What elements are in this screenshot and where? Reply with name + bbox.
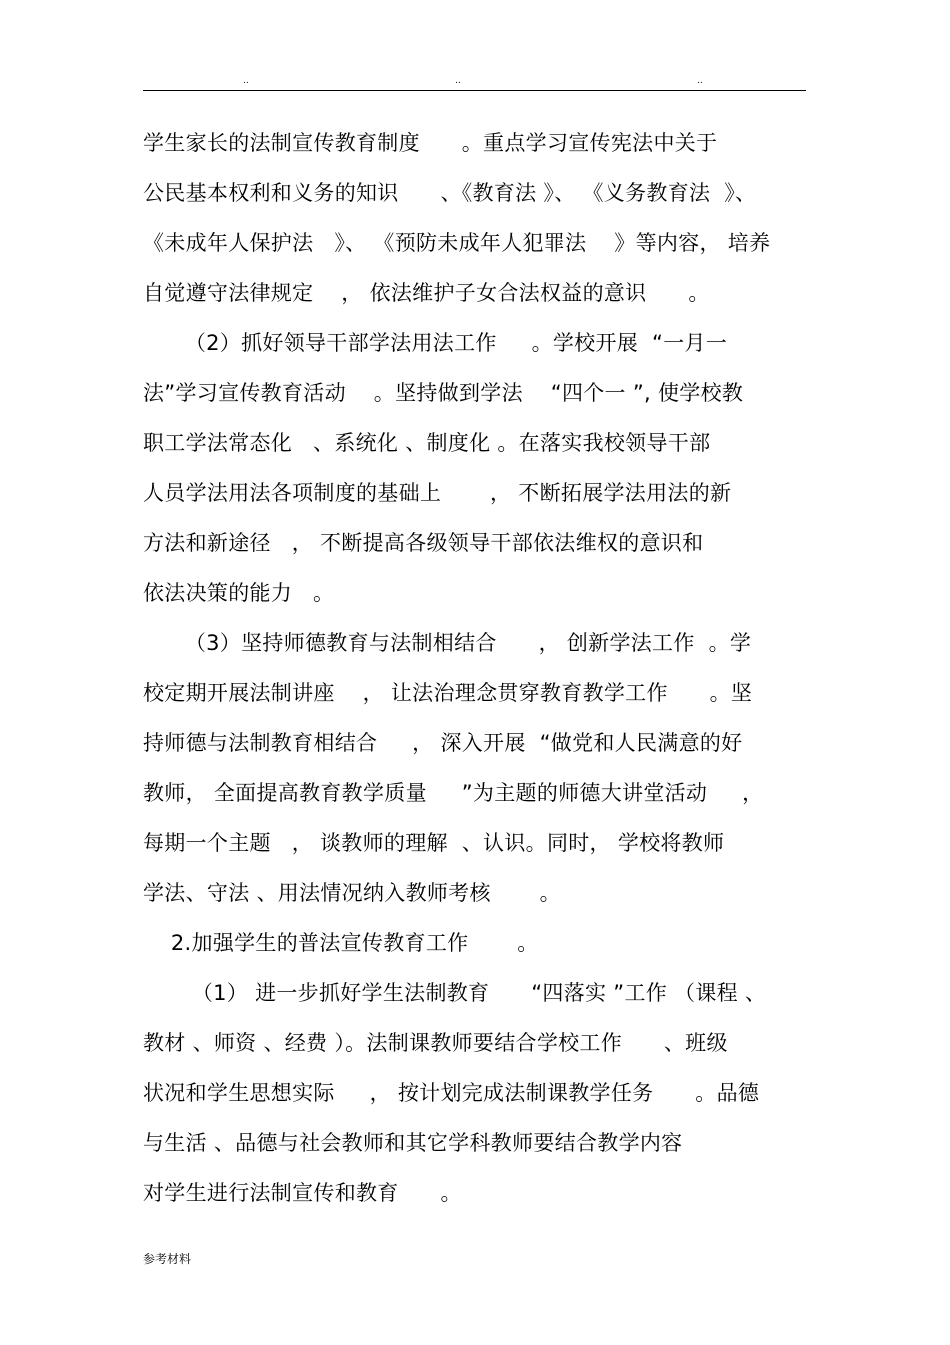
text-line: 持师德与法制教育相结合 ， 深入开展 “做党和人民满意的好 [143, 731, 743, 755]
text-line: （2）抓好领导干部学法用法工作 。学校开展 “一月一 [143, 331, 728, 355]
footer-label: 参考材料 [143, 1252, 192, 1266]
text-line: 校定期开展法制讲座 ， 让法治理念贯穿教育教学工作 。坚 [143, 681, 753, 705]
text-line: 法”学习宣传教育活动 。坚持做到学法 “四个一 ”, 使学校教 [143, 381, 744, 405]
text-line: 人员学法用法各项制度的基础上 ， 不断拓展学法用法的新 [143, 481, 732, 505]
text-line: （1） 进一步抓好学生法制教育 “四落实 ”工作 （课程 、 [143, 981, 767, 1005]
text-line: 状况和学生思想实际 ， 按计划完成法制课教学任务 。品德 [143, 1081, 760, 1105]
header-dots-right: .. [697, 76, 703, 86]
page-header [0, 74, 950, 88]
text-line: 依法决策的能力 。 [143, 581, 335, 605]
header-rule [143, 90, 806, 91]
text-line: 公民基本权利和义务的知识 、《教育法 》、 《义务教育法 》、 [143, 181, 757, 205]
text-line: （3）坚持师德教育与法制相结合 ， 创新学法工作 。学 [143, 631, 752, 655]
document-body [143, 118, 813, 1218]
text-line: 2.加强学生的普法宣传教育工作 。 [143, 931, 539, 955]
text-line: 学法、守法 、用法情况纳入教师考核 。 [143, 881, 561, 905]
header-dots-left: .. [243, 76, 249, 86]
text-line: 与生活 、品德与社会教师和其它学科教师要结合教学内容 [143, 1131, 683, 1155]
text-line: 自觉遵守法律规定 ， 依法维护子女合法权益的意识 。 [143, 281, 710, 305]
text-line: 每期一个主题 ， 谈教师的理解 、认识。同时， 学校将教师 [143, 831, 725, 855]
text-line: 对学生进行法制宣传和教育 。 [143, 1181, 462, 1205]
text-line: 学生家长的法制宣传教育制度 。重点学习宣传宪法中关于 [143, 131, 718, 155]
text-line: 职工学法常态化 、系统化 、制度化 。在落实我校领导干部 [143, 431, 711, 455]
text-line: 教师， 全面提高教育教学质量 ”为主题的师德大讲堂活动 ， [143, 781, 764, 805]
header-dots-center: .. [455, 76, 461, 86]
text-line: 教材 、师资 、经费 ）。法制课教师要结合学校工作 、班级 [143, 1031, 728, 1055]
text-line: 《未成年人保护法 》、 《预防未成年人犯罪法 》等内容， 培养 [143, 231, 771, 255]
text-line: 方法和新途径 ， 不断提高各级领导干部依法维权的意识和 [143, 531, 704, 555]
